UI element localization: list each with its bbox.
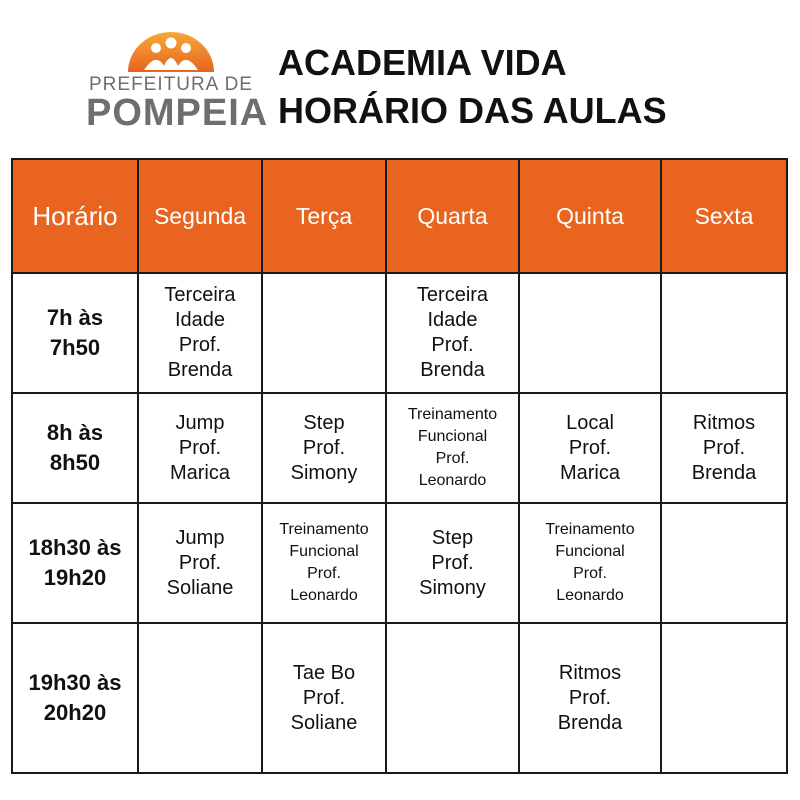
class-cell-text: Leonardo [418,472,487,489]
class-cell-text: Marica [169,461,230,484]
class-cell-text: Brenda [691,461,757,484]
class-cell-text: Simony [419,576,486,599]
class-cell-text: Ritmos [692,411,756,434]
time-slot-text: 7h às [46,305,104,330]
time-slot-text: 18h30 às [28,535,122,560]
class-cell [138,503,262,623]
time-slot-text: 8h às [46,420,104,445]
column-header: Quarta [386,159,519,273]
time-slot-text: 19h20 [43,565,107,590]
class-cell-text: Prof. [568,436,612,459]
schedule-table [11,158,788,774]
class-cell-text: Soliane [290,711,358,734]
class-cell [661,273,787,393]
column-header: Horário [12,159,138,273]
sun-people-icon [126,30,216,74]
class-cell-text: Leonardo [556,587,624,604]
class-cell-text: Step [431,526,474,549]
class-cell-text: Prof. [573,565,607,582]
class-cell-text: Ritmos [558,661,622,684]
table-row [12,393,787,503]
class-cell [262,393,386,503]
class-cell-text: Marica [559,461,620,484]
class-cell [138,273,262,393]
class-cell [386,623,519,773]
class-cell-text: Prof. [702,436,746,459]
prefeitura-logo [86,30,269,134]
class-cell-text: Local [566,411,614,434]
class-cell [386,393,519,503]
class-cell [519,273,661,393]
table-row [12,503,787,623]
class-cell-text: Treinamento [545,521,635,538]
time-slot-text: 8h50 [49,450,101,475]
class-cell-text: Leonardo [290,587,358,604]
class-cell [262,623,386,773]
logo-text-pompeia: POMPEIA [86,92,269,134]
table-body [12,273,787,773]
class-cell-text: Funcional [289,543,359,560]
title-line-1: ACADEMIA VIDA [278,42,567,83]
time-slot-text: 20h20 [43,700,107,725]
class-cell-text: Terceira [416,284,489,306]
table-row [12,273,787,393]
table-header-row [12,159,787,273]
time-slot-cell [12,503,138,623]
class-cell [138,393,262,503]
class-cell [138,623,262,773]
class-cell-text: Prof. [178,436,222,459]
class-cell-text: Prof. [431,551,474,574]
column-header: Segunda [138,159,262,273]
class-cell [519,393,661,503]
class-cell-text: Simony [290,461,358,484]
class-cell [262,503,386,623]
class-cell-text: Prof. [307,565,341,582]
class-cell-text: Brenda [420,359,485,381]
class-cell-text: Tae Bo [292,661,356,684]
class-cell [661,623,787,773]
header [0,0,800,150]
class-cell [519,503,661,623]
class-cell-text: Idade [427,309,478,331]
class-cell-text: Prof. [302,436,346,459]
column-header: Terça [262,159,386,273]
class-cell [262,273,386,393]
logo-text-prefeitura: PREFEITURA DE [89,74,253,95]
class-cell-text: Terceira [164,284,236,306]
column-header: Quinta [519,159,661,273]
class-cell-text: Funcional [555,543,625,560]
class-cell-text: Idade [174,309,226,331]
class-cell [386,503,519,623]
page-title [278,40,667,136]
class-cell-text: Treinamento [407,406,498,423]
class-cell-text: Step [303,411,345,434]
time-slot-text: 19h30 às [28,670,122,695]
class-cell [386,273,519,393]
class-cell-text: Prof. [431,334,474,356]
time-slot-text: 7h50 [49,335,101,360]
class-cell-text: Prof. [435,450,470,467]
table-row [12,623,787,773]
class-cell-text: Prof. [178,551,222,574]
column-header: Sexta [661,159,787,273]
class-cell-text: Funcional [417,428,488,445]
class-cell [661,393,787,503]
class-cell-text: Jump [175,411,225,434]
class-cell-text: Brenda [167,359,233,381]
class-cell-text: Prof. [178,334,222,356]
time-slot-cell [12,393,138,503]
class-cell-text: Prof. [568,686,612,709]
class-cell [661,503,787,623]
class-cell-text: Prof. [302,686,346,709]
title-line-2: HORÁRIO DAS AULAS [278,90,667,131]
class-cell-text: Soliane [166,576,234,599]
time-slot-cell [12,623,138,773]
class-cell [519,623,661,773]
class-cell-text: Jump [175,526,225,549]
class-cell-text: Treinamento [279,521,369,538]
time-slot-cell [12,273,138,393]
class-cell-text: Brenda [557,711,623,734]
